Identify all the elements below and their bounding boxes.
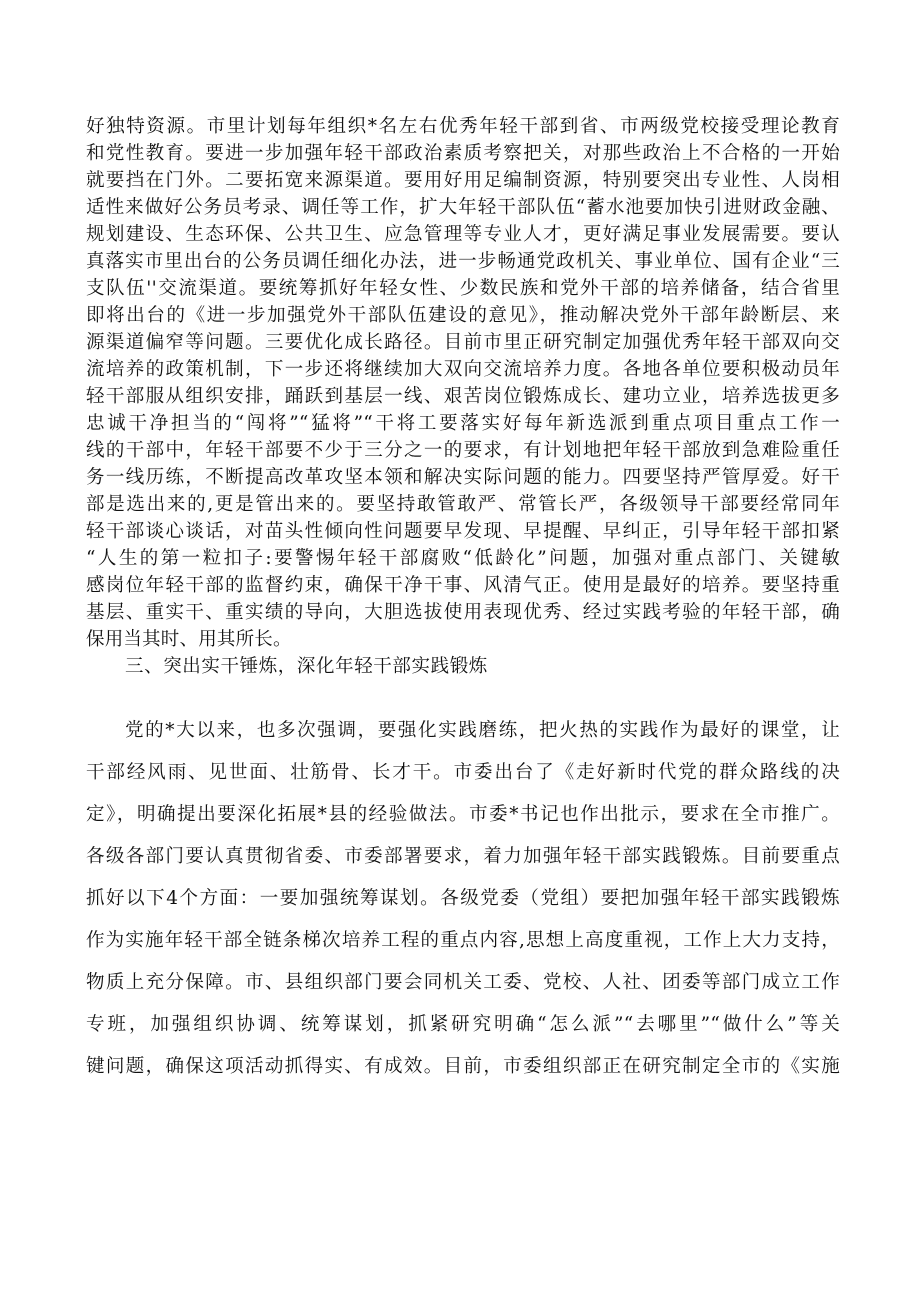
paragraph-line: 就要挡在门外。二要拓宽来源渠道。要用好用足编制资源，特别要突出专业性、人岗相	[86, 170, 840, 191]
paragraph-line: 键问题，确保这项活动抓得实、有成效。目前，市委组织部正在研究制定全市的《实施	[86, 1056, 840, 1077]
paragraph-line: 源渠道偏窄等问题。三要优化成长路径。目前市里正研究制定加强优秀年轻干部双向交	[86, 332, 840, 353]
paragraph-line: 线的干部中，年轻干部要不少于三分之一的要求，有计划地把年轻干部放到急难险重任	[86, 440, 840, 461]
paragraph-line: 感岗位年轻干部的监督约束，确保干净干事、风清气正。使用是最好的培养。要坚持重	[86, 575, 840, 596]
paragraph-line: 抓好以下4个方面：一要加强统筹谋划。各级党委（党组）要把加强年轻干部实践锻炼	[86, 888, 840, 909]
paragraph-line: 部是选出来的,更是管出来的。要坚持敢管敢严、常管长严，各级领导干部要经常同年	[86, 494, 840, 515]
paragraph-line: 适性来做好公务员考录、调任等工作，扩大年轻干部队伍“蓄水池要加快引进财政金融、	[86, 197, 840, 218]
paragraph-line: 好独特资源。市里计划每年组织*名左右优秀年轻干部到省、市两级党校接受理论教育	[86, 116, 840, 137]
paragraph-line: 干部经风雨、见世面、壮筋骨、长才干。市委出台了《走好新时代党的群众路线的决	[86, 762, 840, 783]
paragraph-line: 和党性教育。要进一步加强年轻干部政治素质考察把关，对那些政治上不合格的一开始	[86, 143, 840, 164]
paragraph-line: 流培养的政策机制，下一步还将继续加大双向交流培养力度。各地各单位要积极动员年	[86, 359, 840, 380]
paragraph-line: 即将出台的《进一步加强党外干部队伍建设的意见》，推动解决党外干部年龄断层、来	[86, 305, 840, 326]
paragraph-line: 党的*大以来，也多次强调，要强化实践磨练，把火热的实践作为最好的课堂，让	[125, 720, 840, 741]
paragraph-line: 作为实施年轻干部全链条梯次培养工程的重点内容,思想上高度重视，工作上大力支持，	[86, 930, 840, 951]
paragraph-line: “人生的第一粒扣子:要警惕年轻干部腐败“低龄化”问题，加强对重点部门、关键敏	[86, 548, 840, 569]
paragraph-line: 规划建设、生态环保、公共卫生、应急管理等专业人才，更好满足事业发展需要。要认	[86, 224, 840, 245]
paragraph-line: 定》，明确提出要深化拓展*县的经验做法。市委*书记也作出批示，要求在全市推广。	[86, 804, 840, 825]
paragraph-line: 各级各部门要认真贯彻省委、市委部署要求，着力加强年轻干部实践锻炼。目前要重点	[86, 846, 840, 867]
paragraph-line: 基层、重实干、重实绩的导向，大胆选拔使用表现优秀、经过实践考验的年轻干部，确	[86, 602, 840, 623]
paragraph-line: 轻干部服从组织安排，踊跃到基层一线、艰苦岗位锻炼成长、建功立业，培养选拔更多	[86, 386, 840, 407]
paragraph-line: 支队伍''交流渠道。要统筹抓好年轻女性、少数民族和党外干部的培养储备，结合省里	[86, 278, 840, 299]
paragraph-line: 真落实市里出台的公务员调任细化办法，进一步畅通党政机关、事业单位、国有企业“三	[86, 251, 840, 272]
paragraph-line: 物质上充分保障。市、县组织部门要会同机关工委、党校、人社、团委等部门成立工作	[86, 972, 840, 993]
paragraph-line: 务一线历练，不断提高改革攻坚本领和解决实际问题的能力。四要坚持严管厚爱。好干	[86, 467, 840, 488]
paragraph-line: 保用当其时、用其所长。	[86, 629, 292, 650]
paragraph-line: 忠诚干净担当的“闯将”“猛将”“干将工要落实好每年新选派到重点项目重点工作一	[86, 413, 840, 434]
section-heading: 三、突出实干锤炼，深化年轻干部实践锻炼	[125, 656, 488, 677]
paragraph-line: 专班，加强组织协调、统筹谋划，抓紧研究明确“怎么派”“去哪里”“做什么”等关	[86, 1014, 840, 1035]
paragraph-line: 轻干部谈心谈话，对苗头性倾向性问题要早发现、早提醒、早纠正，引导年轻干部扣紧	[86, 521, 840, 542]
